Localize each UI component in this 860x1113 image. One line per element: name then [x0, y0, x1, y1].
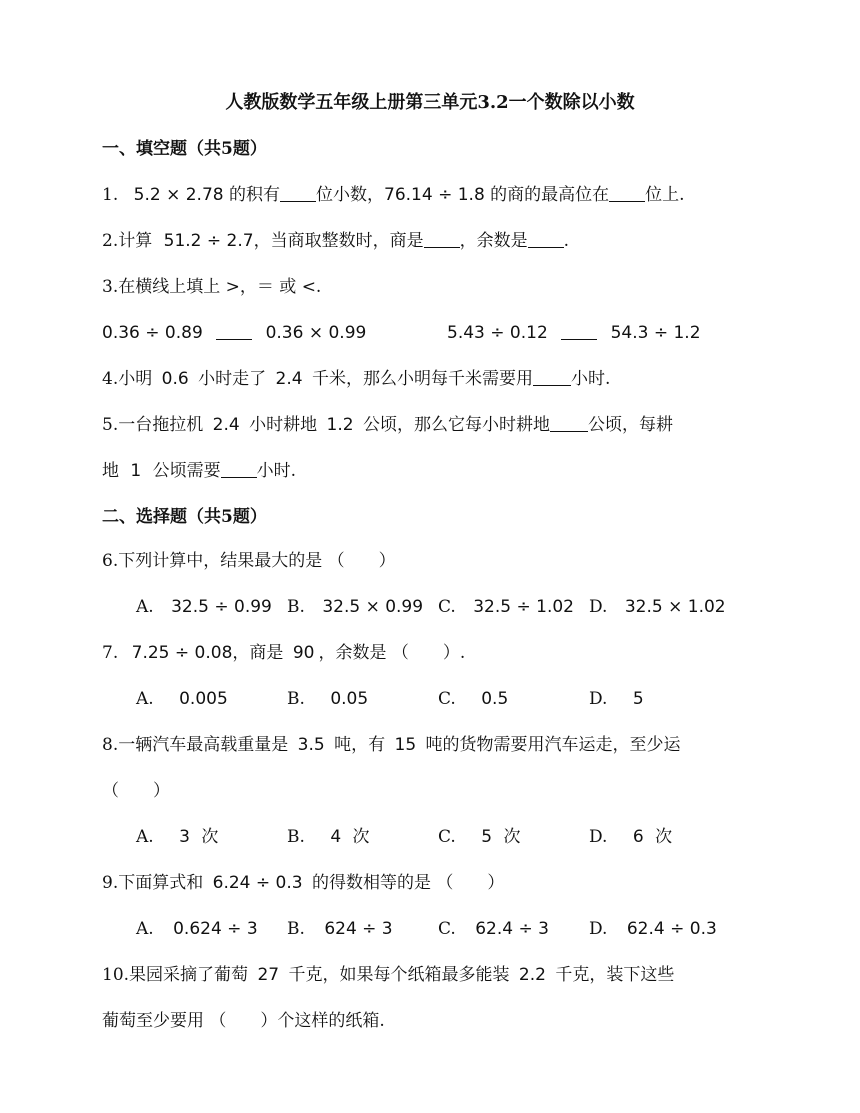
- option-letter: A.: [136, 827, 154, 847]
- question-text: 一台拖拉机: [118, 415, 204, 435]
- option-d[interactable]: [589, 825, 672, 849]
- question-text: 计算: [118, 231, 153, 251]
- comparison-left: [102, 321, 366, 345]
- question-text: 千克，装下这些: [555, 965, 675, 985]
- number-value: 15: [394, 735, 417, 755]
- question-number: 8.: [102, 735, 119, 755]
- option-unit: 次: [352, 827, 370, 847]
- question-text: 吨的货物需要用汽车运走，至少运: [425, 735, 681, 755]
- answer-blank[interactable]: [424, 229, 460, 248]
- option-c[interactable]: [438, 917, 549, 941]
- question-text: 的得数相等的是 （ ）: [312, 873, 505, 893]
- question-text: 小时耕地: [249, 415, 318, 435]
- question-text: ，商是: [232, 643, 284, 663]
- option-b[interactable]: [287, 917, 393, 941]
- option-a[interactable]: [136, 687, 228, 711]
- option-unit: 次: [503, 827, 521, 847]
- option-d[interactable]: [589, 595, 726, 619]
- option-letter: D.: [589, 827, 608, 847]
- question-5: [102, 413, 673, 437]
- number-value: 27: [257, 965, 280, 985]
- question-text: 在横线上填上 >，＝ 或 <.: [118, 277, 322, 297]
- option-unit: 次: [655, 827, 673, 847]
- option-letter: A.: [136, 689, 154, 709]
- question-number: 9.: [102, 873, 119, 893]
- question-number: 4.: [102, 369, 119, 389]
- question-9: [102, 871, 504, 895]
- answer-blank[interactable]: [533, 367, 571, 386]
- option-letter: B.: [287, 919, 305, 939]
- question-number: 7.: [102, 643, 119, 663]
- answer-parentheses: （ ）: [102, 781, 170, 801]
- option-letter: B.: [287, 597, 305, 617]
- option-d[interactable]: [589, 687, 644, 711]
- option-letter: C.: [438, 919, 456, 939]
- question-3: [102, 275, 321, 299]
- comparison-right: [447, 321, 701, 345]
- option-a[interactable]: [136, 825, 218, 849]
- question-text: 小时.: [570, 369, 611, 389]
- question-6: 6.下列计算中，结果最大的是 （ ）: [102, 551, 396, 571]
- option-value: 4: [330, 827, 342, 847]
- question-text: 千克，如果每个纸箱最多能装: [288, 965, 510, 985]
- number-value: 2.4: [212, 415, 240, 435]
- option-letter: A.: [136, 919, 154, 939]
- question-4: [102, 367, 610, 391]
- page-title: 人教版数学五年级上册第三单元3.2一个数除以小数: [225, 92, 635, 113]
- option-value: 32.5 ÷ 1.02: [473, 597, 574, 617]
- question-text: 公顷，每耕: [587, 415, 673, 435]
- number-value: 2.2: [518, 965, 546, 985]
- question-text: 小时.: [256, 461, 297, 481]
- question-text: 吨，有: [334, 735, 386, 755]
- answer-blank[interactable]: [216, 321, 252, 340]
- question-7: [102, 641, 465, 665]
- answer-blank[interactable]: [561, 321, 597, 340]
- option-letter: C.: [438, 597, 456, 617]
- question-number: 3.: [102, 277, 119, 297]
- question-text: 小明: [118, 369, 153, 389]
- option-value: 0.005: [179, 689, 228, 709]
- question-text: 公顷需要: [152, 461, 221, 481]
- math-expression: 7.25 ÷ 0.08: [131, 643, 233, 663]
- question-5-continued: [102, 459, 296, 483]
- question-number: 1.: [102, 185, 119, 205]
- number-value: 1: [130, 461, 142, 481]
- option-value: 5: [632, 689, 644, 709]
- option-value: 32.5 ÷ 0.99: [171, 597, 272, 617]
- math-expression: 6.24 ÷ 0.3: [212, 873, 303, 893]
- option-letter: A.: [136, 597, 154, 617]
- question-2: [102, 229, 569, 253]
- option-letter: D.: [589, 689, 608, 709]
- question-number: 5.: [102, 415, 119, 435]
- math-expression: 54.3 ÷ 1.2: [610, 323, 701, 343]
- number-value: 2.4: [275, 369, 303, 389]
- option-a[interactable]: [136, 917, 258, 941]
- number-value: 3.5: [297, 735, 325, 755]
- option-value: 5: [481, 827, 493, 847]
- number-value: 0.6: [161, 369, 189, 389]
- option-b[interactable]: [287, 687, 368, 711]
- question-text: 一辆汽车最高载重量是: [118, 735, 289, 755]
- math-expression: 76.14 ÷ 1.8: [384, 185, 485, 205]
- question-text: 千米，那么小明每千米需要用: [311, 369, 533, 389]
- option-letter: D.: [589, 919, 608, 939]
- question-text: 位上.: [645, 185, 685, 205]
- math-expression: 5.2 × 2.78: [133, 185, 224, 205]
- option-value: 62.4 ÷ 0.3: [626, 919, 717, 939]
- option-letter: B.: [287, 827, 305, 847]
- option-value: 624 ÷ 3: [324, 919, 393, 939]
- section-heading-fill-in: 一、填空题（共5题）: [102, 139, 267, 159]
- option-letter: D.: [589, 597, 608, 617]
- option-value: 3: [179, 827, 190, 847]
- question-text: 果园采摘了葡萄: [129, 965, 249, 985]
- math-expression: 0.36 × 0.99: [265, 323, 367, 343]
- question-text: ，余数是: [459, 231, 528, 251]
- question-10: [102, 963, 674, 987]
- question-text: 的商的最高位在: [490, 185, 610, 205]
- option-d[interactable]: [589, 917, 717, 941]
- question-text: 下面算式和: [118, 873, 204, 893]
- option-letter: B.: [287, 689, 305, 709]
- math-expression: 5.43 ÷ 0.12: [447, 323, 548, 343]
- option-c[interactable]: [438, 825, 520, 849]
- option-c[interactable]: [438, 595, 574, 619]
- option-letter: C.: [438, 827, 456, 847]
- question-number: 10.: [102, 965, 130, 985]
- question-number: 2.: [102, 231, 119, 251]
- option-value: 0.5: [481, 689, 509, 709]
- answer-blank[interactable]: [221, 459, 257, 478]
- option-value: 0.05: [330, 689, 369, 709]
- option-b[interactable]: [287, 595, 423, 619]
- question-text: 公顷，那么它每小时耕地: [362, 415, 550, 435]
- answer-blank[interactable]: [609, 183, 645, 202]
- option-value: 62.4 ÷ 3: [475, 919, 549, 939]
- math-expression: 51.2 ÷ 2.7: [163, 231, 254, 251]
- question-text: .: [563, 231, 569, 251]
- answer-blank[interactable]: [280, 183, 316, 202]
- option-letter: C.: [438, 689, 456, 709]
- math-expression: 0.36 ÷ 0.89: [102, 323, 203, 343]
- answer-blank[interactable]: [550, 413, 588, 432]
- question-text: 的积有: [229, 185, 280, 205]
- option-value: 32.5 × 0.99: [322, 597, 424, 617]
- option-unit: 次: [201, 827, 219, 847]
- question-text: 位小数，: [316, 185, 384, 205]
- option-value: 6: [632, 827, 644, 847]
- question-text: 小时走了: [198, 369, 267, 389]
- question-text: ，当商取整数时，商是: [253, 231, 424, 251]
- option-value: 0.624 ÷ 3: [173, 919, 258, 939]
- section-heading-multiple-choice: 二、选择题（共5题）: [102, 507, 267, 527]
- question-8: [102, 733, 681, 757]
- question-text: 地: [102, 461, 119, 481]
- question-10-continued: 葡萄至少要用 （ ）个这样的纸箱.: [102, 1011, 385, 1031]
- option-c[interactable]: [438, 687, 508, 711]
- answer-blank[interactable]: [528, 229, 564, 248]
- number-value: 1.2: [326, 415, 354, 435]
- option-a[interactable]: [136, 595, 272, 619]
- option-value: 32.5 × 1.02: [624, 597, 726, 617]
- number-value: 90: [292, 643, 315, 663]
- question-text: ，余数是 （ ）.: [318, 643, 466, 663]
- option-b[interactable]: [287, 825, 370, 849]
- question-1: [102, 183, 685, 207]
